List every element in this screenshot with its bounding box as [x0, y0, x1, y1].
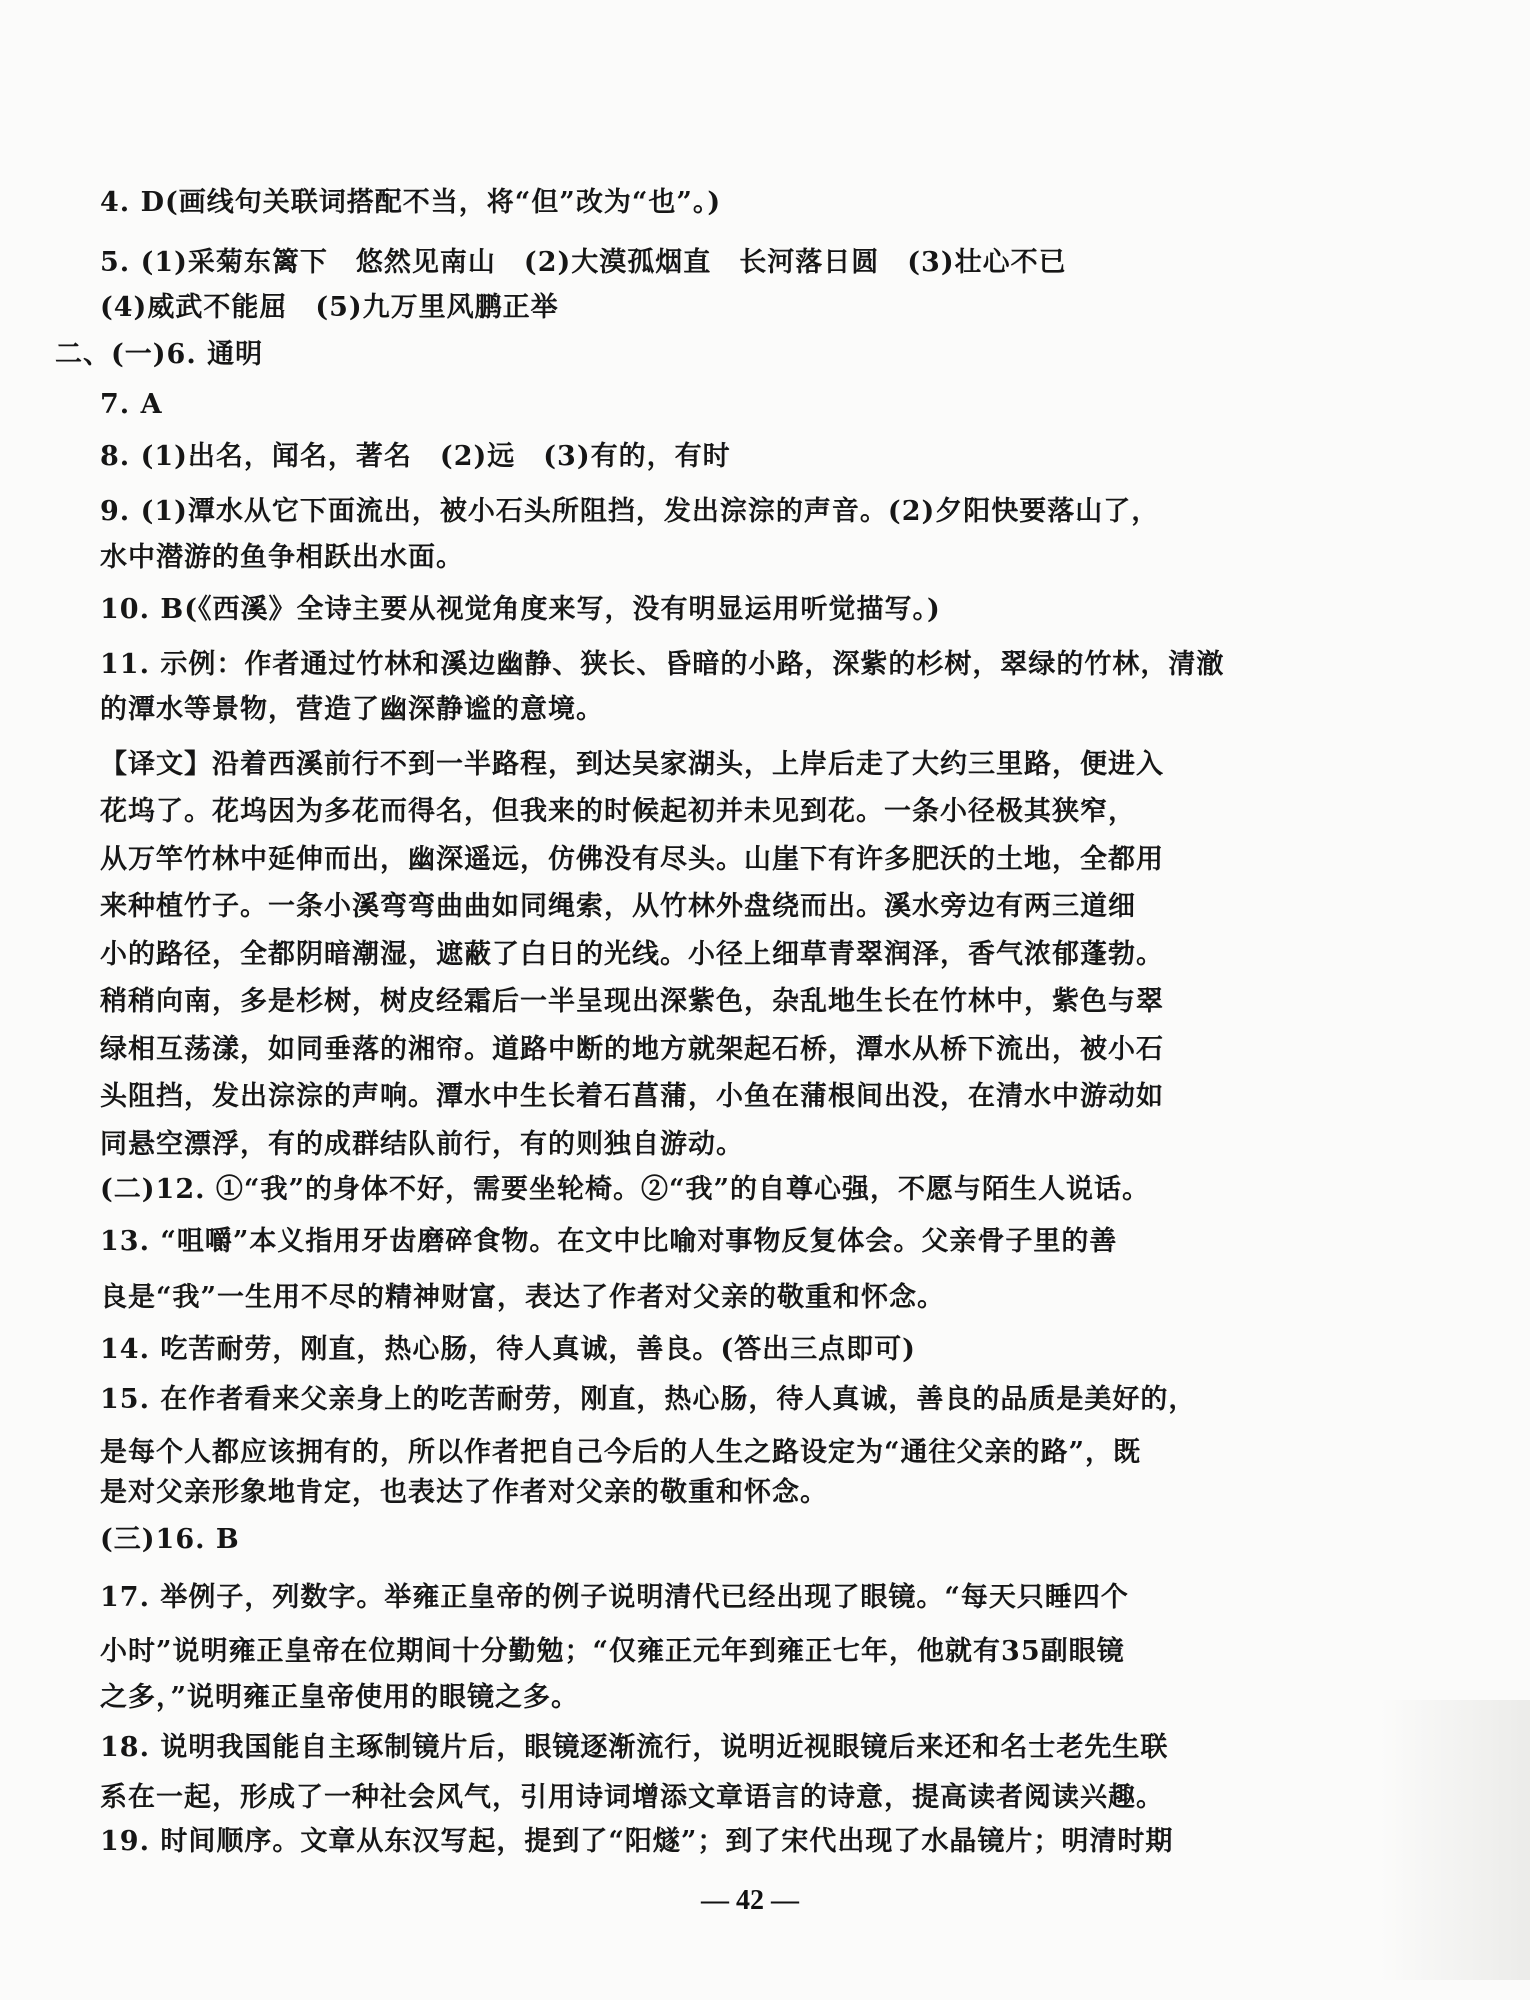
answer-line: 19. 时间顺序。文章从东汉写起，提到了“阳燧”；到了宋代出现了水晶镜片；明清时期 [100, 1826, 1174, 1857]
answer-line: 二、(一)6. 通明 [55, 339, 264, 370]
translation-line: 13. “咀嚼”本义指用牙齿磨碎食物。在文中比喻对事物反复体会。父亲骨子里的善 [100, 1226, 1118, 1257]
translation-line: 头阻挡，发出淙淙的声响。潭水中生长着石菖蒲，小鱼在蒲根间出没，在清水中游动如 [100, 1081, 1164, 1112]
answer-line: 18. 说明我国能自主琢制镜片后，眼镜逐渐流行，说明近视眼镜后来还和名士老先生联 [100, 1732, 1169, 1763]
translation-line: 从万竿竹林中延伸而出，幽深遥远，仿佛没有尽头。山崖下有许多肥沃的土地，全都用 [100, 844, 1164, 875]
translation-line: (二)12. ①“我”的身体不好，需要坐轮椅。②“我”的自尊心强，不愿与陌生人说话。 [100, 1174, 1151, 1205]
answer-line: 14. 吃苦耐劳，刚直，热心肠，待人真诚，善良。(答出三点即可) [100, 1334, 916, 1365]
answer-line: 8. (1)出名，闻名，著名 (2)远 (3)有的，有时 [100, 441, 731, 472]
translation-line: 小的路径，全都阴暗潮湿，遮蔽了白日的光线。小径上细草青翠润泽，香气浓郁蓬勃。 [100, 939, 1164, 970]
answer-line: 小时”说明雍正皇帝在位期间十分勤勉；“仅雍正元年到雍正七年，他就有35副眼镜 [100, 1636, 1125, 1667]
answer-line: (三)16. B [100, 1524, 240, 1555]
translation-line: 来种植竹子。一条小溪弯弯曲曲如同绳索，从竹林外盘绕而出。溪水旁边有两三道细 [100, 891, 1136, 922]
answer-line: (4)威武不能屈 (5)九万里风鹏正举 [100, 292, 559, 323]
answer-line: 系在一起，形成了一种社会风气，引用诗词增添文章语言的诗意，提高读者阅读兴趣。 [100, 1782, 1164, 1813]
answer-line: 10. B(《西溪》全诗主要从视觉角度来写，没有明显运用听觉描写。) [100, 594, 941, 625]
answer-line: 水中潜游的鱼争相跃出水面。 [100, 542, 464, 573]
answer-line: 15. 在作者看来父亲身上的吃苦耐劳，刚直，热心肠，待人真诚，善良的品质是美好的， [100, 1384, 1197, 1415]
answer-line: 9. (1)潭水从它下面流出，被小石头所阻挡，发出淙淙的声音。(2)夕阳快要落山了， [100, 496, 1160, 527]
translation-line: 绿相互荡漾，如同垂落的湘帘。道路中断的地方就架起石桥，潭水从桥下流出，被小石 [100, 1034, 1164, 1065]
translation-line: 【译文】沿着西溪前行不到一半路程，到达吴家湖头，上岸后走了大约三里路，便进入 [100, 749, 1164, 780]
answer-line: 17. 举例子，列数字。举雍正皇帝的例子说明清代已经出现了眼镜。“每天只睡四个 [100, 1582, 1129, 1613]
answer-line: 是对父亲形象地肯定，也表达了作者对父亲的敬重和怀念。 [100, 1477, 828, 1508]
answer-line: 11. 示例：作者通过竹林和溪边幽静、狭长、昏暗的小路，深紫的杉树，翠绿的竹林，清澈 [100, 649, 1225, 680]
translation-line: 稍稍向南，多是杉树，树皮经霜后一半呈现出深紫色，杂乱地生长在竹林中，紫色与翠 [100, 986, 1164, 1017]
answer-line: 5. (1)采菊东篱下 悠然见南山 (2)大漠孤烟直 长河落日圆 (3)壮心不已 [100, 247, 1067, 278]
answer-line: 良是“我”一生用不尽的精神财富，表达了作者对父亲的敬重和怀念。 [100, 1282, 946, 1313]
page-number: — 42 — [701, 1885, 799, 1916]
translation-line: 花坞了。花坞因为多花而得名，但我来的时候起初并未见到花。一条小径极其狭窄， [100, 796, 1136, 827]
translation-line: 同悬空漂浮，有的成群结队前行，有的则独自游动。 [100, 1129, 744, 1160]
answer-line: 的潭水等景物，营造了幽深静谧的意境。 [100, 694, 604, 725]
answer-line: 是每个人都应该拥有的，所以作者把自己今后的人生之路设定为“通往父亲的路”，既 [100, 1437, 1142, 1468]
answer-line: 之多，”说明雍正皇帝使用的眼镜之多。 [100, 1682, 580, 1713]
answer-line: 4. D(画线句关联词搭配不当，将“但”改为“也”。) [100, 187, 722, 218]
answer-line: 7. A [100, 389, 163, 420]
scan-shadow [1380, 1700, 1530, 1980]
